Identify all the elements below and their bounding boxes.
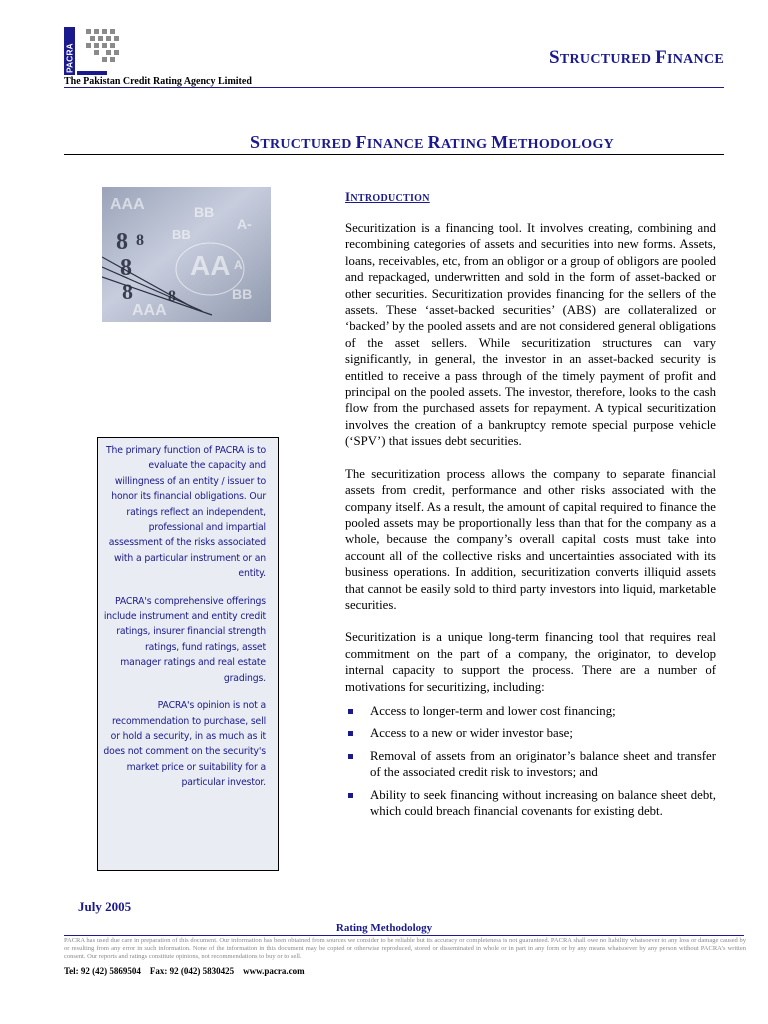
svg-text:A: A xyxy=(234,258,243,272)
motivations-list xyxy=(345,703,716,819)
svg-text:BB: BB xyxy=(194,204,215,220)
bullet-square-icon xyxy=(348,754,353,759)
footer-divider xyxy=(64,935,744,936)
svg-text:8: 8 xyxy=(120,255,132,281)
svg-text:8: 8 xyxy=(116,229,128,255)
svg-text:BB: BB xyxy=(232,286,253,302)
document-title: STRUCTURED FINANCE RATING METHODOLOGY xyxy=(250,132,615,152)
bullet-square-icon xyxy=(348,793,353,798)
sidebar-paragraph: PACRA's comprehensive offerings include instrument and entity credit ratings, insurer financial strength ratings, fund ratings, asset manager ratings and real estate gradings. xyxy=(103,595,266,684)
header-divider xyxy=(64,87,724,88)
svg-text:A-: A- xyxy=(237,216,252,232)
body-paragraph: Securitization is a unique long-term financing tool that requires real commitment on the part of a company, the originator, to develop internal capacity to support the process. There are a number of motivations for securitizing, including: xyxy=(345,630,716,694)
svg-text:BB: BB xyxy=(172,227,191,242)
report-date: July 2005 xyxy=(78,899,132,914)
sidebar-text xyxy=(102,443,266,791)
svg-text:8: 8 xyxy=(168,288,176,305)
body-paragraph: Securitization is a financing tool. It involves creating, combining and recombining categories of assets and securities into new forms. Assets, loans, receivables, etc, from an obligor or a group of obligors are pooled and repackaged, underwritten and sold in the form of asset-backed or other securities. Securitization provides financing for the sellers of the assets. These ‘asset-backed securities’ (ABS) are collateralized or ‘backed’ by the pooled assets and are not considered general obligations of the asset sellers. While securitization structures can vary significantly, in general, the investor in an asset-backed security is entitled to receive a pass through of the timely payment of profit and principal on the pooled assets. The investor, therefore, looks to the cash flow from the purchased assets for repayment. A typical securitization involves the creation of a bankruptcy remote special purpose vehicle (‘SPV’) that issues debt securities. xyxy=(345,221,716,449)
logo-text: PACRA xyxy=(64,43,75,73)
svg-text:AAA: AAA xyxy=(110,196,145,213)
bullet-square-icon xyxy=(348,731,353,736)
list-item: Access to longer-term and lower cost financing; xyxy=(345,703,716,719)
svg-text:AAA: AAA xyxy=(132,302,167,319)
list-item: Removal of assets from an originator’s balance sheet and transfer of the associated credit risk to investors; and xyxy=(345,748,716,781)
bullet-square-icon xyxy=(348,709,353,714)
rating-letters-photo xyxy=(102,187,271,322)
svg-text:AA: AA xyxy=(190,250,231,281)
svg-text:8: 8 xyxy=(122,279,133,304)
disclaimer: PACRA has used due care in preparation of this document. Our information has been obtained from sources we consider to be reliable but its accuracy or completeness is not guaranteed. PACRA shall owe no liability whatsoever to any loss or damage caused by or resulting from any error in such information. None of the information in this document may be copied or otherwise reproduced, stored or disseminated in whole or in part in any form or by any means whatsoever by any person without PACRA’s written consent. Our reports and ratings constitute opinions, not recommendations to buy or to sell. xyxy=(64,937,746,961)
contact-info: Tel: 92 (42) 5869504 Fax: 92 (042) 5830425 www.pacra.com xyxy=(64,966,305,976)
pacra-logo xyxy=(64,27,124,75)
list-item: Access to a new or wider investor base; xyxy=(345,725,716,741)
body-paragraph: The securitization process allows the company to separate financial assets from credit, performance and other risks associated with the company itself. As a result, the amount of capital required to finance the pooled assets may be proportionally less than that for the company as a whole, because the company’s overall capital costs must take into account all of the collective risks and uncertainties associated with its business operations. In addition, securitization converts illiquid assets that cannot be easily sold to third party investors into liquid, marketable securities. xyxy=(345,466,716,612)
list-item: Ability to seek financing without increasing on balance sheet debt, which could breach financial covenants for existing debt. xyxy=(345,787,716,820)
sidebar-paragraph: The primary function of PACRA is to evaluate the capacity and willingness of an entity / issuer to honor its financial obligations. Our ratings reflect an independent, professional and impartial assessment of the risks associated with a particular instrument or an entity. xyxy=(106,445,266,580)
section-title: STRUCTURED FINANCE xyxy=(549,47,724,68)
introduction-body xyxy=(345,220,716,825)
agency-name: The Pakistan Credit Rating Agency Limited xyxy=(64,76,252,87)
footer-title: Rating Methodology xyxy=(335,922,433,934)
sidebar-paragraph: PACRA's opinion is not a recommendation to purchase, sell or hold a security, in as much as it does not comment on the security's market price or suitability for a particular investor. xyxy=(103,700,266,789)
introduction-heading: INTRODUCTION xyxy=(345,189,430,204)
title-divider xyxy=(64,154,724,155)
svg-text:8: 8 xyxy=(136,232,144,249)
